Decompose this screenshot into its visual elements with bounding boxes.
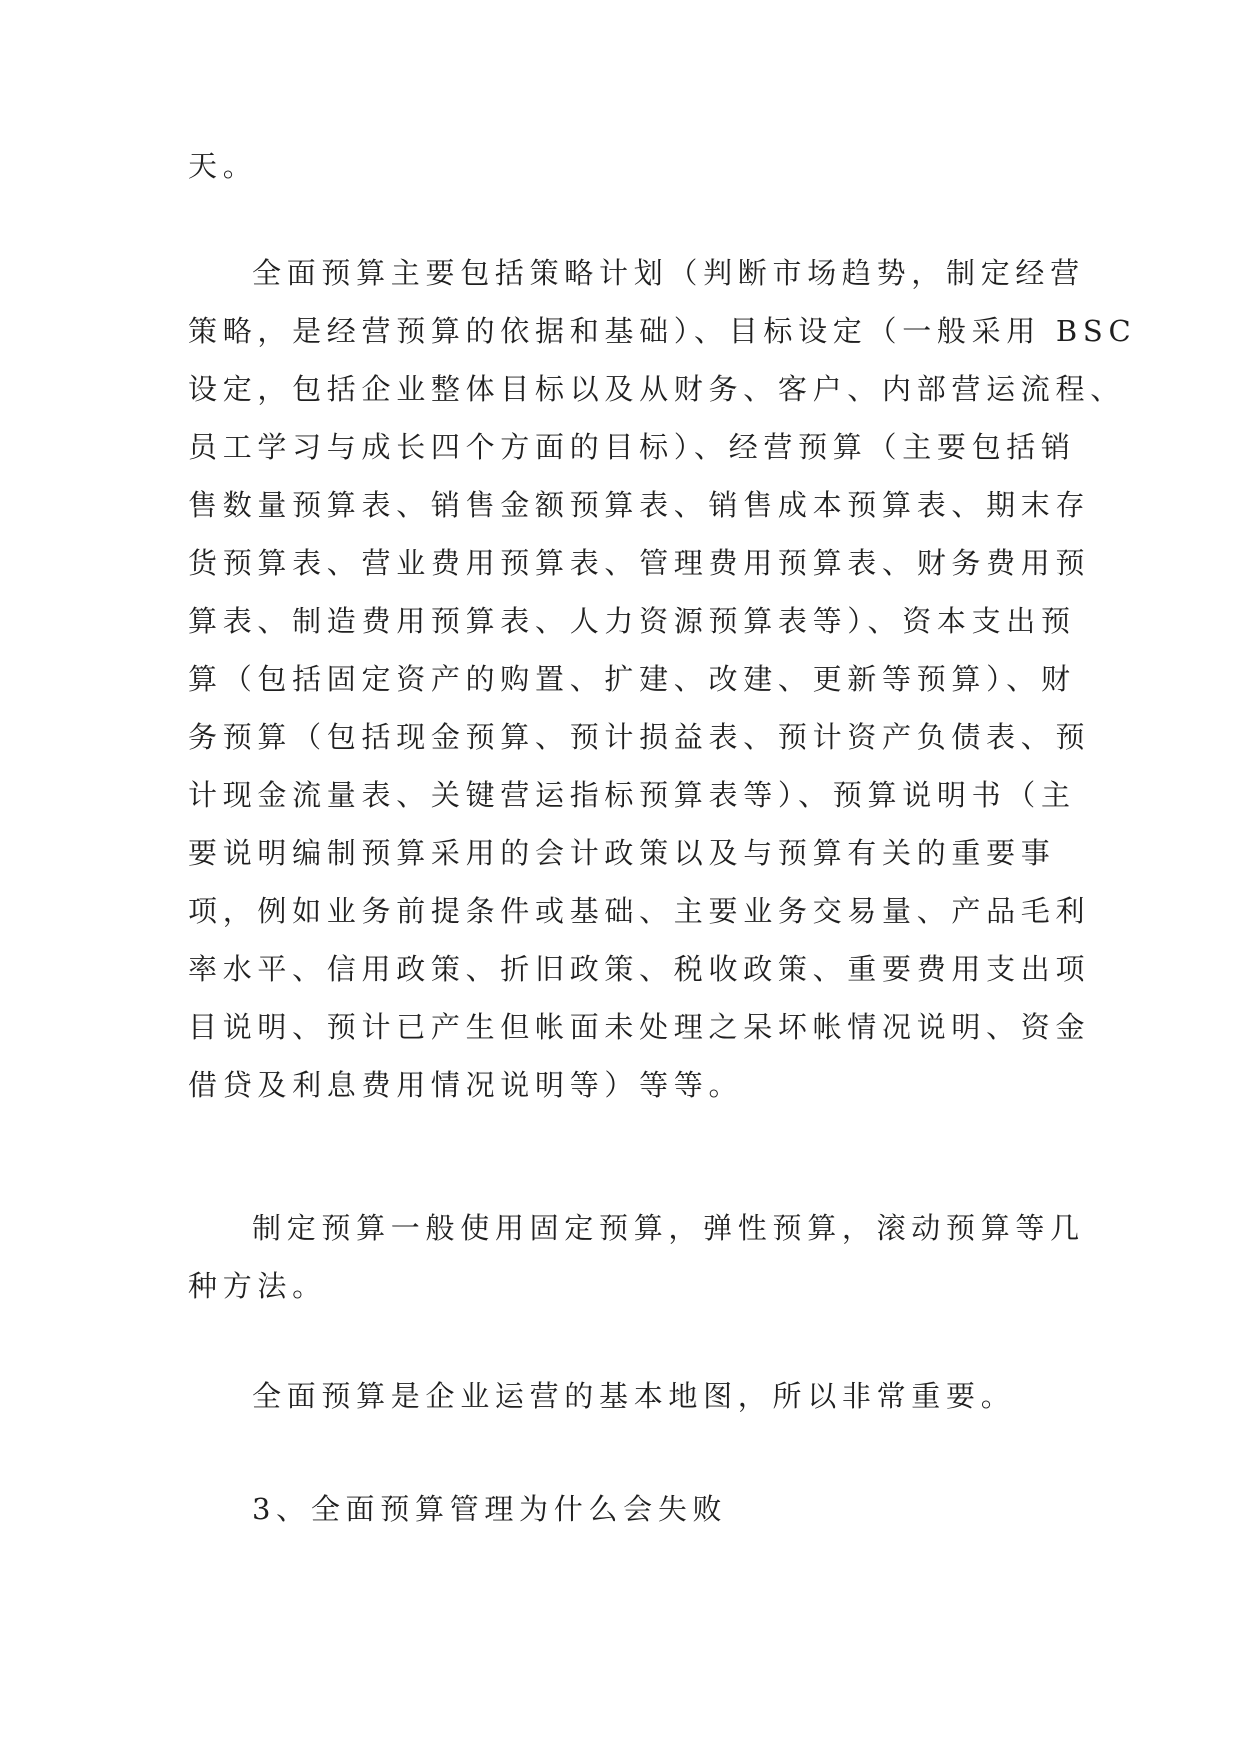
paragraph-budget-components (188, 244, 1137, 1114)
text-line-10: 计现金流量表、关键营运指标预算表等）、预算说明书（主 (188, 778, 1076, 812)
heading-text: 3、全面预算管理为什么会失败 (252, 1492, 728, 1526)
text-line-1: 全面预算主要包括策略计划（判断市场趋势，制定经营 (252, 256, 1085, 290)
text-line-14: 目说明、预计已产生但帐面未处理之呆坏帐情况说明、资金 (188, 1010, 1091, 1044)
paragraph-importance (188, 1367, 1048, 1425)
text-line-2: 策略，是经营预算的依据和基础）、目标设定（一般采用 BSC (188, 314, 1137, 348)
text-line-6: 货预算表、营业费用预算表、管理费用预算表、财务费用预 (188, 546, 1091, 580)
text-line-11: 要说明编制预算采用的会计政策以及与预算有关的重要事 (188, 836, 1056, 870)
text-line-9: 务预算（包括现金预算、预计损益表、预计资产负债表、预 (188, 720, 1091, 754)
text-line-13: 率水平、信用政策、折旧政策、税收政策、重要费用支出项 (188, 952, 1091, 986)
text-line-5: 售数量预算表、销售金额预算表、销售成本预算表、期末存 (188, 488, 1091, 522)
text-line: 全面预算是企业运营的基本地图，所以非常重要。 (252, 1379, 1016, 1413)
text-line-3: 设定，包括企业整体目标以及从财务、客户、内部营运流程、 (188, 372, 1125, 406)
section-heading (188, 1480, 1048, 1538)
paragraph-continuation (188, 137, 1048, 195)
text-line: 天。 (188, 149, 258, 183)
text-line-7: 算表、制造费用预算表、人力资源预算表等）、资本支出预 (188, 604, 1076, 638)
text-line-2: 种方法。 (188, 1269, 327, 1303)
paragraph-budget-methods (188, 1199, 1085, 1315)
text-line-12: 项，例如业务前提条件或基础、主要业务交易量、产品毛利 (188, 894, 1091, 928)
text-line-15: 借贷及利息费用情况说明等）等等。 (188, 1068, 744, 1102)
text-line-4: 员工学习与成长四个方面的目标）、经营预算（主要包括销 (188, 430, 1076, 464)
text-line-1: 制定预算一般使用固定预算，弹性预算，滚动预算等几 (252, 1211, 1085, 1245)
text-line-8: 算（包括固定资产的购置、扩建、改建、更新等预算）、财 (188, 662, 1076, 696)
